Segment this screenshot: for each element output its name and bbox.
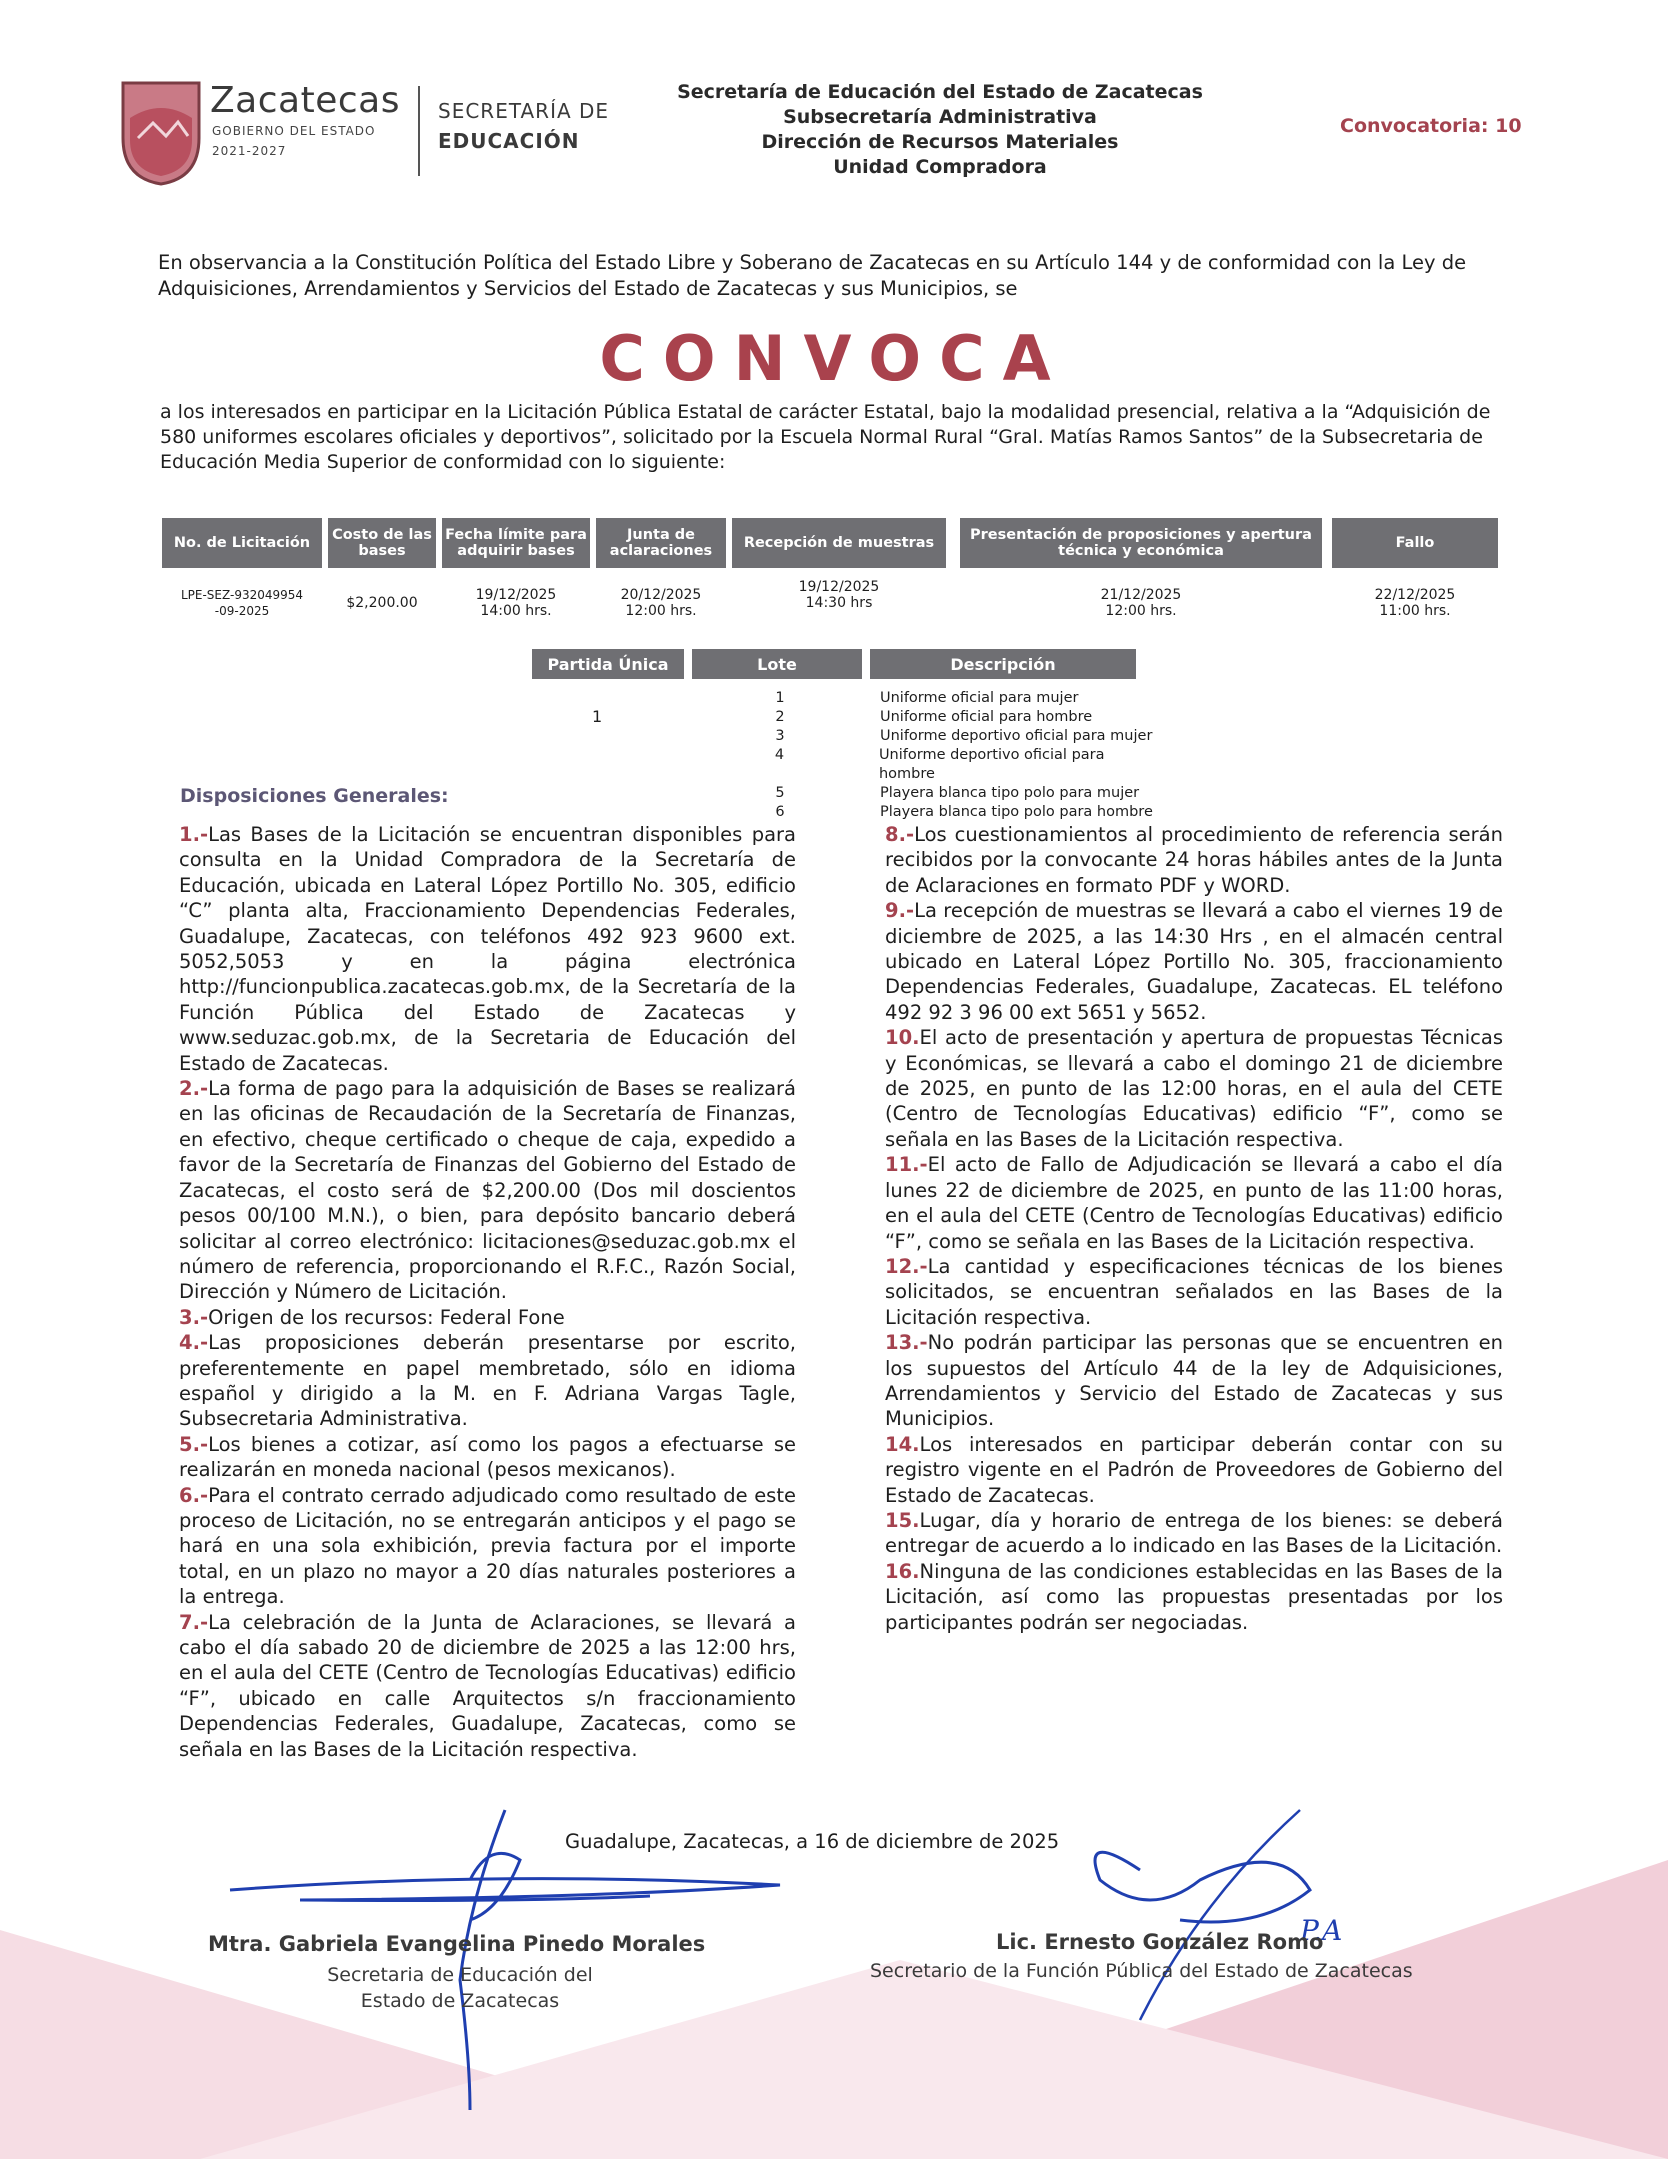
item-number: 15. [885,1508,920,1532]
cell-text: 11:00 hrs. [1379,603,1451,619]
cell-text: LPE-SEZ-932049954 [180,588,304,602]
item-text: Lugar, día y horario de entrega de los bienes: se deberá entregar de acuerdo a lo indicado en las Bases de la Licitación. [885,1508,1503,1558]
table-cell [1332,578,1498,628]
list-item [750,727,1160,746]
item-text: Las proposiciones deberán presentarse por escrito, preferentemente en papel membretado, sólo en idioma español y dirigido a la M. en F. Adriana Vargas Tagle, Subsecretaria Administrativa. [179,1331,796,1431]
cell-text: 12:00 hrs. [625,603,697,619]
institution-line: Dirección de Recursos Materiales [761,131,1119,153]
lot-description: Uniforme deportivo oficial para mujer [880,728,1153,744]
list-item [750,689,1160,708]
disposicion-item [885,1152,1503,1254]
item-text: La celebración de la Junta de Aclaraciones, se llevará a cabo el día sabado 20 de diciembre de 2025 a las 12:00 hrs, en el aula del CETE (Centro de Tecnologías Educativas) edificio “F”, ubicado en calle Arquitectos s/n fraccionamiento Dependencias Federales, Guadalupe, Zacatecas, como se señala en las Bases de la Licitación respectiva. [179,1610,796,1761]
table-header: Junta de aclaraciones [596,518,726,568]
lot-description: Uniforme oficial para mujer [880,690,1079,706]
lot-number: 1 [775,690,785,706]
shield-icon [118,78,204,188]
item-number: 9.- [885,899,915,923]
signatory-right-name: Lic. Ernesto González Romo [996,1930,1324,1954]
disposiciones-column-right [885,822,1503,1635]
disposicion-item [885,1508,1503,1559]
item-number: 6.- [179,1483,209,1507]
item-number: 13.- [885,1331,928,1355]
disposicion-item [885,1025,1503,1152]
cell-text: 14:00 hrs. [480,603,552,619]
disposicion-item [885,898,1503,1025]
disposicion-item [179,1610,796,1762]
disposicion-item [179,1483,796,1610]
lot-number: 3 [775,728,785,744]
table-header: Recepción de muestras [732,518,946,568]
cell-text: $2,200.00 [346,595,418,611]
lot-number: 6 [775,804,785,820]
lots-list [750,689,1160,822]
list-item [750,784,1160,803]
table-header: No. de Licitación [162,518,322,568]
disposiciones-title: Disposiciones Generales: [180,785,449,807]
page-title: CONVOCA [599,322,1069,395]
item-number: 7.- [179,1610,209,1634]
zacatecas-logo [118,78,418,188]
cell-text: 19/12/2025 [798,579,880,595]
item-text: Las Bases de la Licitación se encuentran disponibles para consulta en la Unidad Compradora de la Secretaría de Educación, ubicada en Lateral López Portillo No. 305, edificio “C” planta alta, Fraccionamiento Dependencias Federales, Guadalupe, Zacatecas, con teléfonos 492 923 9600 ext. 5052,5053 y en la página electrónica http://funcionpublica.zacatecas.gob.mx, de la Secretaría de la Función Pública del Estado de Zacatecas y www.seduzac.gob.mx, de la Secretaria de Educación del Estado de Zacatecas. [179,823,796,1075]
cell-text: 22/12/2025 [1374,587,1456,603]
signatory-left-name: Mtra. Gabriela Evangelina Pinedo Morales [208,1932,706,1956]
partida-number: 1 [592,707,603,726]
disposicion-item [179,822,796,1076]
secretaria-line1: SECRETARÍA DE [438,99,610,123]
table-cell [732,570,946,620]
lot-number: 2 [775,709,785,725]
cell-text: 12:00 hrs. [1105,603,1177,619]
disposiciones-column-left [179,822,796,1762]
institution-line: Subsecretaría Administrativa [783,106,1097,128]
table-header: Lote [692,649,862,679]
secretaria-label [438,96,638,156]
item-number: 3.- [179,1305,209,1329]
item-number: 10. [885,1026,920,1050]
licitacion-table [162,518,1498,628]
item-text: Ninguna de las condiciones establecidas en las Bases de la Licitación, así como las propuestas presentadas por los participantes podrán ser negociadas. [885,1559,1503,1634]
item-text: El acto de Fallo de Adjudicación se llevará a cabo el día lunes 22 de diciembre de 2025, en punto de las 11:00 horas, en el aula del CETE (Centro de Tecnologías Educativas) edificio “F”, como se señala en las Bases de la Licitación respectiva. [885,1153,1503,1253]
table-cell [162,578,322,628]
item-text: La recepción de muestras se llevará a cabo el viernes 19 de diciembre de 2025, a las 14:30 Hrs , en el almacén central ubicado en Lateral López Portillo No. 305, fraccionamiento Dependencias Federales, Guadalupe, Zacatecas. EL teléfono 492 92 3 96 00 ext 5651 y 5652. [885,899,1503,1024]
signature-scribbles [0,1780,1668,2159]
item-text: La cantidad y especificaciones técnicas de los bienes solicitados, se encuentran señalados en las Bases de la Licitación respectiva. [885,1254,1503,1329]
table-cell [960,578,1322,628]
title-line: Estado de Zacatecas [360,1990,560,2012]
convocatoria-number: Convocatoria: 10 [1340,115,1522,137]
brand-subtitle: GOBIERNO DEL ESTADO [212,124,376,138]
disposicion-item [179,1305,796,1330]
handwritten-pa: P.A [1300,1914,1343,1947]
item-text: Para el contrato cerrado adjudicado como resultado de este proceso de Licitación, no se entregarán anticipos y el pago se hará en una sola exhibición, previa factura por el importe total, en un plazo no mayor a 20 días naturales posteriores a la entrega. [179,1483,796,1609]
lot-description: Uniforme deportivo oficial para hombre [878,747,1105,782]
lot-description: Playera blanca tipo polo para mujer [880,785,1140,801]
cell-text: -09-2025 [214,604,270,618]
disposicion-item [885,822,1503,898]
header-institution [650,80,1230,180]
item-number: 14. [885,1432,920,1456]
item-number: 16. [885,1559,920,1583]
cell-text: 21/12/2025 [1100,587,1182,603]
secretaria-line2: EDUCACIÓN [438,129,580,153]
table-header: Partida Única [532,649,684,679]
brand-name: Zacatecas [210,80,400,121]
lot-description: Uniforme oficial para hombre [880,709,1093,725]
title-line: Secretaria de Educación del [327,1964,593,1986]
table-header: Fallo [1332,518,1498,568]
lot-number: 4 [774,747,785,763]
table-cell [442,578,590,628]
item-number: 2.- [179,1077,209,1101]
brand-period: 2021-2027 [212,144,287,158]
item-text: Los interesados en participar deberán contar con su registro vigente en el Padrón de Proveedores de Gobierno del Estado de Zacatecas. [885,1432,1503,1507]
table-header: Descripción [870,649,1136,679]
item-text: Los bienes a cotizar, así como los pagos a efectuarse se realizarán en moneda nacional (pesos mexicanos). [179,1432,796,1482]
item-number: 4.- [179,1331,209,1355]
item-number: 11.- [885,1153,928,1177]
issue-date: Guadalupe, Zacatecas, a 16 de diciembre de 2025 [565,1830,1060,1853]
item-text: La forma de pago para la adquisición de Bases se realizará en las oficinas de Recaudación de la Secretaría de Finanzas, en efectivo, cheque certificado o cheque de caja, expedido a favor de la Secretaría de Finanzas del Gobierno del Estado de Zacatecas, el costo será de $2,200.00 (Dos mil doscientos pesos 00/100 M.N.), o bien, para depósito bancario deberá solicitar al correo electrónico: licitaciones@seduzac.gob.mx el número de referencia, proporcionando el R.F.C., Razón Social, Dirección y Número de Licitación. [179,1077,796,1304]
table-header: Costo de las bases [328,518,436,568]
disposicion-item [885,1432,1503,1508]
disposicion-item [179,1330,796,1432]
item-number: 1.- [179,823,209,846]
item-text: No podrán participar las personas que se encuentren en los supuestos del Artículo 44 de la ley de Adquisiciones, Arrendamientos y Servicio del Estado de Zacatecas y sus Municipios. [885,1331,1503,1431]
item-text: Los cuestionamientos al procedimiento de referencia serán recibidos por la convocante 24 horas hábiles antes de la Junta de Aclaraciones en formato PDF y WORD. [885,823,1503,897]
intro-paragraph: En observancia a la Constitución Política del Estado Libre y Soberano de Zacatecas en su Artículo 144 y de conformidad con la Ley de Adquisiciones, Arrendamientos y Servicios del Estado de Zacatecas y sus Municipios, se [158,251,1467,300]
disposicion-item [885,1330,1503,1432]
table-cell [596,578,726,628]
lot-number: 5 [775,785,785,801]
table-header: Fecha límite para adquirir bases [442,518,590,568]
table-cell [328,578,436,628]
lotes-table [532,649,1153,820]
disposicion-item [885,1254,1503,1330]
disposicion-item [179,1432,796,1483]
signatory-left-title [300,1962,620,2014]
institution-line: Unidad Compradora [833,156,1047,178]
list-item [750,746,1160,784]
item-text: Origen de los recursos: Federal Fone [208,1305,565,1329]
cell-text: 20/12/2025 [620,587,702,603]
item-number: 8.- [885,823,915,846]
table-header: Presentación de proposiciones y apertura técnica y económica [960,518,1322,568]
item-number: 5.- [179,1432,209,1456]
disposicion-item [179,1076,796,1305]
cell-text: 19/12/2025 [475,587,557,603]
disposicion-item [885,1559,1503,1635]
lot-description: Playera blanca tipo polo para hombre [880,804,1153,820]
item-number: 12.- [885,1254,928,1278]
cell-text: 14:30 hrs [805,595,873,611]
list-item [750,708,1160,727]
signatory-right-title: Secretario de la Función Pública del Estado de Zacatecas [870,1960,1413,1982]
item-text: El acto de presentación y apertura de propuestas Técnicas y Económicas, se llevará a cabo el domingo 21 de diciembre de 2025, en punto de las 12:00 horas, en el aula del CETE (Centro de Tecnologías Educativas) edificio “F”, como se señala en las Bases de la Licitación respectiva. [885,1026,1503,1151]
header-divider [418,86,420,176]
lead-paragraph: a los interesados en participar en la Licitación Pública Estatal de carácter Estatal, bajo la modalidad presencial, relativa a la “Adquisición de 580 uniformes escolares oficiales y deportivos”, solicitado por la Escuela Normal Rural “Gral. Matías Ramos Santos” de la Subsecretaria de Educación Media Superior de conformidad con lo siguiente: [160,401,1491,473]
institution-line: Secretaría de Educación del Estado de Zacatecas [677,81,1203,103]
list-item [750,803,1160,822]
